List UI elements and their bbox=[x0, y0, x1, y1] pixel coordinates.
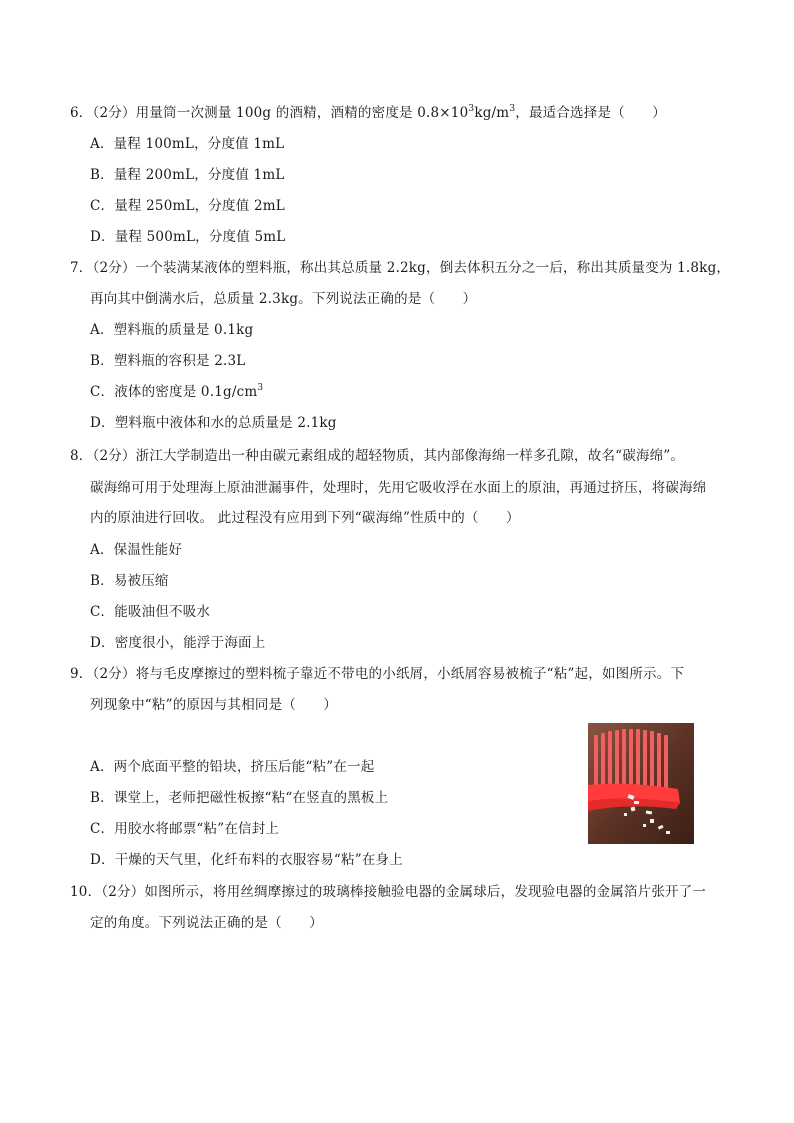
option-a[interactable] bbox=[90, 320, 253, 340]
option-c[interactable] bbox=[90, 382, 263, 402]
option-text: 塑料瓶的质量是 0.1kg bbox=[113, 322, 254, 338]
option-b[interactable] bbox=[90, 165, 285, 185]
option-text: 塑料瓶中液体和水的总质量是 2.1kg bbox=[114, 415, 337, 431]
option-d[interactable] bbox=[90, 633, 265, 653]
option-c[interactable] bbox=[90, 196, 285, 216]
question-number: 6． bbox=[70, 105, 93, 121]
question-10-stem bbox=[70, 882, 706, 902]
option-text: 两个底面平整的铅块，挤压后能“粘”在一起 bbox=[113, 759, 375, 775]
question-score: （2分） bbox=[92, 105, 136, 121]
question-6-stem bbox=[70, 103, 666, 123]
option-a[interactable] bbox=[90, 757, 374, 777]
option-label: A． bbox=[90, 322, 114, 338]
option-c[interactable] bbox=[90, 819, 279, 839]
question-score: （2分） bbox=[92, 260, 136, 276]
option-label: C． bbox=[90, 821, 115, 837]
option-d[interactable] bbox=[90, 227, 285, 247]
question-number: 9． bbox=[70, 666, 93, 682]
option-d[interactable] bbox=[90, 850, 403, 870]
option-label: B． bbox=[90, 573, 114, 589]
question-score: （2分） bbox=[92, 448, 136, 464]
option-label: D． bbox=[90, 415, 115, 431]
question-9-continuation: 列现象中“粘”的原因与其相同是（ ） bbox=[90, 697, 338, 713]
option-text: 易被压缩 bbox=[113, 573, 169, 589]
option-text: 量程 100mL，分度值 1mL bbox=[113, 136, 285, 152]
question-8-stem bbox=[70, 446, 684, 466]
question-number: 8． bbox=[70, 448, 93, 464]
option-text: 量程 250mL，分度值 2mL bbox=[114, 198, 285, 214]
question-8-continuation: 碳海绵可用于处理海上原油泄漏事件，处理时，先用它吸收浮在水面上的原油，再通过挤压，将碳海绵 bbox=[90, 480, 707, 496]
question-text: 用量筒一次测量 100g 的酒精，酒精的密度是 0.8×10 bbox=[135, 105, 469, 121]
option-label: A． bbox=[90, 136, 114, 152]
option-text: 密度很小，能浮于海面上 bbox=[114, 635, 266, 651]
question-10-continuation: 定的角度。下列说法正确的是（ ） bbox=[90, 915, 323, 931]
option-a[interactable] bbox=[90, 540, 182, 560]
superscript: 3 bbox=[468, 104, 475, 114]
question-7-stem bbox=[70, 258, 730, 278]
option-d[interactable] bbox=[90, 413, 337, 433]
option-label: B． bbox=[90, 790, 114, 806]
option-a[interactable] bbox=[90, 134, 284, 154]
option-label: C． bbox=[90, 198, 115, 214]
option-text: 用胶水将邮票“粘”在信封上 bbox=[114, 821, 280, 837]
option-label: C． bbox=[90, 604, 115, 620]
question-score: （2分） bbox=[92, 666, 136, 682]
question-text: 将与毛皮摩擦过的塑料梳子靠近不带电的小纸屑，小纸屑容易被梳子“粘”起，如图所示。下 bbox=[135, 666, 685, 682]
question-text: 浙江大学制造出一种由碳元素组成的超轻物质，其内部像海绵一样多孔隙，故名“碳海绵”。 bbox=[135, 448, 685, 464]
option-label: B． bbox=[90, 167, 114, 183]
option-text: 量程 200mL，分度值 1mL bbox=[113, 167, 285, 183]
question-number: 7． bbox=[70, 260, 93, 276]
option-label: D． bbox=[90, 852, 115, 868]
option-c[interactable] bbox=[90, 602, 210, 622]
option-label: B． bbox=[90, 353, 114, 369]
comb-photo-drawing bbox=[588, 723, 694, 844]
option-label: D． bbox=[90, 635, 115, 651]
question-9-stem bbox=[70, 664, 684, 684]
option-text: 液体的密度是 0.1g/cm bbox=[114, 384, 258, 400]
option-label: A． bbox=[90, 759, 114, 775]
superscript: 3 bbox=[257, 383, 264, 393]
option-text: 能吸油但不吸水 bbox=[114, 604, 211, 620]
question-text: 如图所示，将用丝绸摩擦过的玻璃棒接触验电器的金属球后，发现验电器的金属箔片张开了一 bbox=[144, 884, 707, 900]
comb-paper-scraps-photo bbox=[588, 723, 694, 844]
question-text: kg/m bbox=[474, 105, 510, 121]
option-b[interactable] bbox=[90, 788, 388, 808]
question-text: 一个装满某液体的塑料瓶，称出其总质量 2.2kg，倒去体积五分之一后，称出其质量变为 1.8kg， bbox=[135, 260, 731, 276]
option-label: C． bbox=[90, 384, 115, 400]
question-score: （2分） bbox=[101, 884, 145, 900]
option-text: 塑料瓶的容积是 2.3L bbox=[113, 353, 246, 369]
option-text: 量程 500mL，分度值 5mL bbox=[114, 229, 286, 245]
question-number: 10． bbox=[70, 884, 102, 900]
option-b[interactable] bbox=[90, 571, 169, 591]
question-7-continuation: 再向其中倒满水后，总质量 2.3kg。下列说法正确的是（ ） bbox=[90, 291, 477, 307]
option-label: A． bbox=[90, 542, 114, 558]
superscript: 3 bbox=[509, 104, 516, 114]
question-text: ，最适合选择是（ ） bbox=[515, 105, 666, 121]
option-text: 课堂上，老师把磁性板擦“粘“在竖直的黑板上 bbox=[113, 790, 389, 806]
option-text: 干燥的天气里，化纤布料的衣服容易“粘”在身上 bbox=[114, 852, 403, 868]
option-label: D． bbox=[90, 229, 115, 245]
option-text: 保温性能好 bbox=[113, 542, 183, 558]
question-8-continuation: 内的原油进行回收。 此过程没有应用到下列“碳海绵”性质中的（ ） bbox=[90, 510, 520, 526]
option-b[interactable] bbox=[90, 351, 245, 371]
